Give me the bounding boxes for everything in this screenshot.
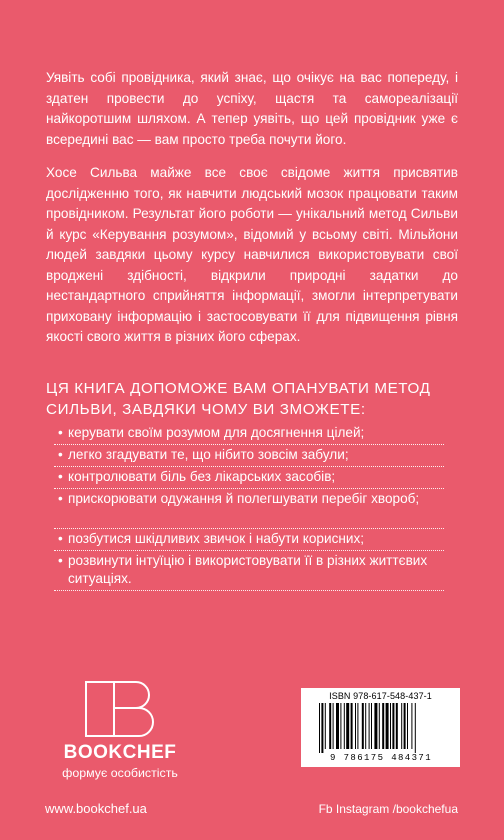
list-item: • керувати своїм розумом для досягнення цілей; (58, 424, 458, 442)
benefits-list (58, 424, 458, 592)
publisher-tagline: формує особистість (62, 766, 178, 780)
list-item: • легко згадувати те, що нібито зовсім забули; (58, 446, 458, 464)
publisher-brand: BOOKCHEF (63, 742, 177, 763)
list-item: • розвинути інтуїцію і використовувати її в різних життєвих ситуаціях. (58, 552, 458, 588)
list-item: • позбутися шкідливих звичок і набути корисних; (58, 530, 458, 548)
website-link[interactable]: www.bookchef.ua (45, 801, 147, 816)
description-paragraph: Хосе Сильва майже все своє свідоме життя присвятив дослідженню того, як навчити людський мозок працювати таким провідником. Результат його роботи — унікальний метод Сильви й курс «Керування розумом», відомий у всьому світі. Мільйони людей завдяки цьому курсу навчилися використовувати свої вроджені здібності, відкрили природні задатки до нестандартного сприйняття інформації, змогли інтерпретувати приховану інформацію і застосовувати її для підвищення рівня якості свого життя в різних його сферах. (46, 165, 458, 344)
list-item: • прискорювати одужання й полегшувати перебіг хвороб; (58, 490, 458, 526)
benefits-heading: ЦЯ КНИГА ДОПОМОЖЕ ВАМ ОПАНУВАТИ МЕТОД СИЛЬВИ, ЗАВДЯКИ ЧОМУ ВИ ЗМОЖЕТЕ: (46, 380, 431, 418)
list-item: • контролювати біль без лікарських засобів; (58, 468, 458, 486)
publisher-logo (50, 680, 190, 790)
ean-number: 9 786175 484371 (329, 753, 432, 763)
social-links[interactable]: Fb Instagram /bookchefua (318, 802, 458, 816)
barcode-panel (301, 688, 460, 767)
intro-paragraph: Уявіть собі провідника, який знає, що очікує на вас попереду, і здатен провести до успіху, щастя та самореалізації найкоротшим шляхом. А тепер уявіть, що цей провідник уже є всередині вас — вам просто треба почути його. (46, 70, 458, 147)
bookchef-b-mark-icon (84, 680, 156, 738)
barcode-icon (319, 703, 442, 753)
isbn-label: ISBN 978-617-548-437-1 (329, 691, 432, 701)
